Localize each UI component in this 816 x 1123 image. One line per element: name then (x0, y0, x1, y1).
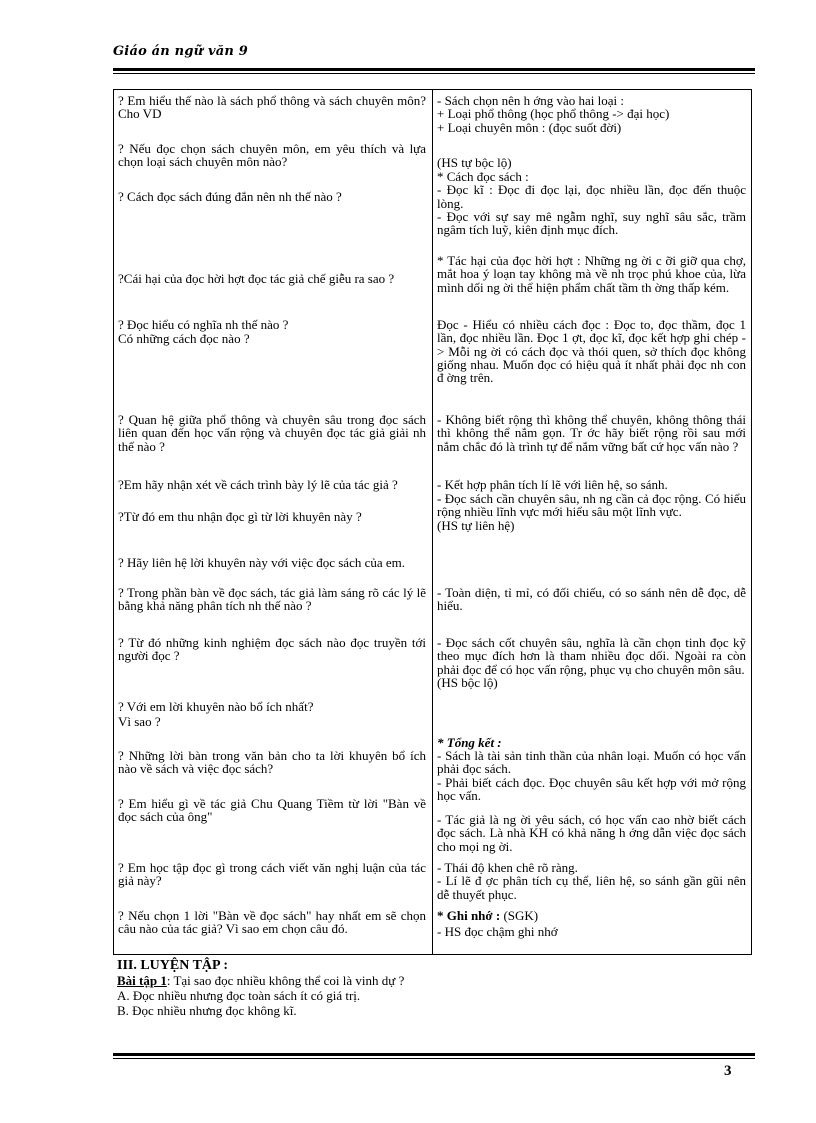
exercise-question: : Tại sao đọc nhiều không thể coi là vinh dự ? (166, 973, 405, 988)
exercise-label: Bài tập 1 (117, 973, 167, 988)
answer-line: (HS bộc lộ) (437, 674, 498, 690)
header-rule (113, 68, 755, 71)
answer-line: - Phải biết cách đọc. Đọc chuyên sâu kết hợp với mở rộng học vấn. (437, 774, 746, 803)
answer-cell (437, 492, 746, 532)
question-cell: ? Em học tập đọc gì trong cách viết văn nghị luận của tác giả này? (118, 860, 426, 889)
page-number: 3 (724, 1063, 732, 1079)
answer-cell (437, 254, 746, 294)
question-cell: ? Em hiểu gì về tác giả Chu Quang Tiềm từ lời "Bàn về đọc sách của ông" (118, 796, 426, 825)
question-cell: Vì sao ? (118, 714, 161, 729)
header-rule-thin (113, 73, 755, 74)
question-cell: ? Em hiểu thế nào là sách phổ thông và sách chuyên môn? Cho VD (118, 93, 426, 122)
exercise-question-line (117, 973, 757, 988)
question-cell: ? Từ đó những kinh nghiệm đọc sách nào đọc truyền tới người đọc ? (118, 635, 426, 664)
exercise-title: III. LUYỆN TẬP : (117, 958, 228, 973)
question-cell: ? Hãy liên hệ lời khuyên này với việc đọc sách của em. (118, 555, 406, 570)
exercise-option-a: A. Đọc nhiều nhưng đọc toàn sách ít có giá trị. (117, 988, 361, 1003)
answer-line: - Sách là tài sản tinh thần của nhân loại. Muốn có học vấn phải đọc sách. (437, 748, 746, 777)
answer-line: - Toàn diện, tỉ mỉ, có đối chiếu, có so sánh nên dễ đọc, dễ hiểu. (437, 585, 746, 614)
question-cell: ?Từ đó em thu nhận đọc gì từ lời khuyên này ? (118, 509, 362, 524)
answer-line: * Cách đọc sách : (437, 169, 529, 184)
answer-cell (437, 749, 746, 802)
answer-cell (437, 636, 746, 689)
page-header (113, 44, 755, 59)
column-divider (432, 90, 433, 954)
answer-line: - Sách chọn nên h ớng vào hai loại : (437, 93, 625, 108)
memo-value: (SGK) (500, 908, 539, 923)
answer-cell (437, 586, 746, 613)
answer-cell (437, 94, 746, 134)
footer-rule-thin (113, 1058, 755, 1059)
question-cell: ? Đọc hiểu có nghĩa nh thế nào ? (118, 317, 289, 332)
question-cell: ? Với em lời khuyên nào bổ ích nhất? (118, 699, 314, 714)
answer-line: + Loại phổ thông (học phổ thông -> đại học) (437, 106, 670, 122)
answer-line: - Không biết rộng thì không thể chuyên, không thông thái thì không thể nắm gọn. Tr ớc hãy biết rộng rồi sau mới nắm chắc đó là trình tự để nắm vững bất cứ học vấn nào ? (437, 412, 746, 454)
question-cell: ? Quan hệ giữa phổ thông và chuyên sâu trong đọc sách liên quan đến học vấn rộng và chuyên đọc tác giả giải nh thế nào ? (118, 412, 426, 454)
question-cell: ? Nếu chọn 1 lời "Bàn về đọc sách" hay nhất em sẽ chọn câu nào của tác giả? Vì sao em chọn câu đó. (118, 908, 426, 937)
question-cell: ?Em hãy nhận xét về cách trình bày lý lẽ của tác giả ? (118, 477, 398, 492)
answer-line: (HS tự liên hệ) (437, 517, 515, 533)
exercise-option-b: B. Đọc nhiều nhưng đọc không kĩ. (117, 1003, 297, 1018)
answer-line: - Đọc sách cần chuyên sâu, nh ng cần cả đọc rộng. Có hiểu rộng nhiều lĩnh vực mới hiểu sâu một lĩnh vực. (437, 491, 746, 520)
answer-cell (437, 478, 746, 491)
answer-line: * Tác hại của đọc hời hợt : Những ng ời c ỡi giỡ qua chợ, mắt hoa ý loạn tay không mà về nh trọc phú khoe của, lừa mình dối ng ời thể hiện phẩm chất tầm th ờng thấp kém. (437, 253, 746, 295)
answer-cell (437, 156, 746, 169)
answer-line: Đọc - Hiểu có nhiều cách đọc : Đọc to, đọc thầm, đọc 1 lần, đọc nhiều lần. Đọc 1 ợt, đọc kĩ, đọc kết hợp ghi chép -> Mỗi ng ời có cách đọc và thói quen, sở thích đọc không giống nhau. Muốn đọc có hiệu quả ít nhất phải đọc nh con đ ờng trên. (437, 317, 746, 386)
question-cell: Có những cách đọc nào ? (118, 331, 250, 346)
answer-cell (437, 861, 746, 901)
answer-line: - Thái độ khen chê rõ ràng. (437, 860, 578, 875)
question-cell: ? Nếu đọc chọn sách chuyên môn, em yêu thích và lựa chọn loại sách chuyên môn nào? (118, 141, 426, 170)
answer-line: - HS đọc chậm ghi nhớ (437, 924, 558, 939)
memo-label: * Ghi nhớ : (437, 908, 501, 923)
header-title: Giáo án ngữ văn 9 (113, 44, 248, 59)
lesson-table (113, 89, 752, 955)
answer-line: (HS tự bộc lộ) (437, 155, 512, 170)
question-cell: ? Những lời bàn trong văn bản cho ta lời khuyên bổ ích nào về sách và việc đọc sách? (118, 748, 426, 777)
summary-heading-text: * Tổng kết : (437, 735, 502, 750)
answer-line: - Đọc sách cốt chuyên sâu, nghĩa là cần chọn tinh đọc kỹ theo mục đích hơn là tham nhiều đọc dối. Ngoài ra còn phải đọc để có học vấn rộng, phục vụ cho chuyên môn sâu. (437, 635, 746, 677)
answer-cell (437, 813, 746, 853)
answer-cell (437, 925, 746, 938)
answer-line: - Kết hợp phân tích lí lẽ với liên hệ, so sánh. (437, 477, 668, 492)
question-cell: ? Trong phần bàn về đọc sách, tác giả làm sáng rõ các lý lẽ bằng khả năng phân tích nh thế nào ? (118, 585, 426, 614)
answer-line: - Đọc kĩ : Đọc đi đọc lại, đọc nhiều lần, đọc đến thuộc lòng. (437, 182, 746, 211)
answer-cell (437, 413, 746, 453)
footer-rule (113, 1053, 755, 1056)
question-cell: ? Cách đọc sách đúng đắn nên nh thế nào ? (118, 189, 342, 204)
summary-heading (437, 736, 746, 749)
answer-line: - Đọc với sự say mê ngẫm nghĩ, suy nghĩ sâu sắc, trầm ngâm tích luỹ, kiên định mục đích. (437, 208, 746, 238)
answer-line: + Loại chuyên môn : (đọc suốt đời) (437, 119, 622, 135)
exercise-section (117, 958, 757, 1018)
memo-line (437, 909, 746, 922)
answer-cell (437, 170, 746, 236)
answer-cell (437, 318, 746, 384)
question-cell: ?Cái hại của đọc hời hợt đọc tác giả chế giễu ra sao ? (118, 271, 395, 286)
answer-line: - Tác giả là ng ời yêu sách, có học vấn cao nhờ biết cách đọc sách. Là nhà KH có khả năng h ớng dẫn việc đọc sách cho mọi ng ời. (437, 812, 746, 854)
answer-line: - Lí lẽ đ ợc phân tích cụ thể, liên hệ, so sánh gần gũi nên dễ thuyết phục. (437, 873, 746, 902)
